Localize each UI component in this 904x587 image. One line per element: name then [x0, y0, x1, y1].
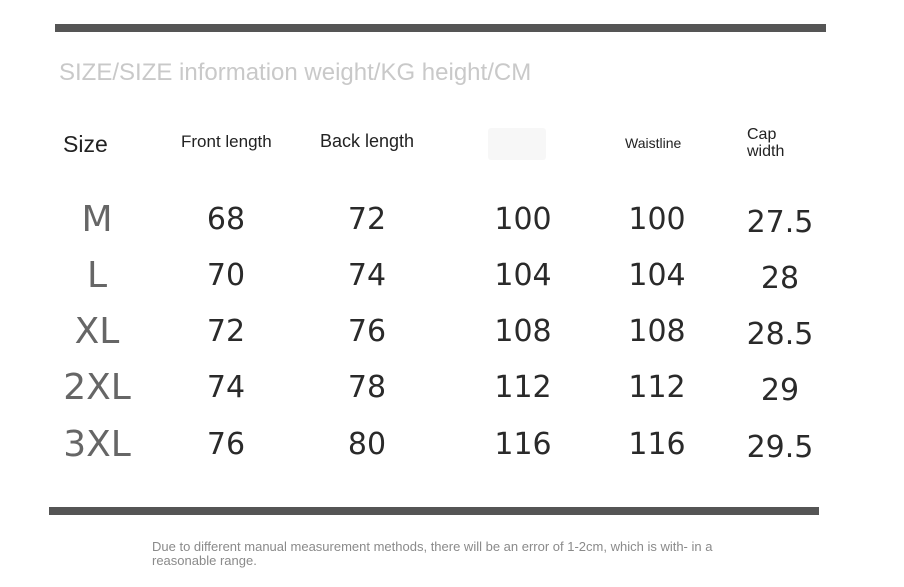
size-cell: XL	[74, 311, 120, 352]
cap-width-cell: 27.5	[746, 205, 814, 240]
waistline-cell: 116	[628, 427, 686, 462]
back-length-cell: 78	[347, 370, 387, 405]
waistline-cell: 108	[628, 314, 686, 349]
table-row	[0, 195, 904, 245]
table-row	[0, 307, 904, 357]
table-row	[0, 251, 904, 301]
page-title: SIZE/SIZE information weight/KG height/CM	[59, 59, 532, 86]
header-cap-width: Cap width	[747, 126, 785, 160]
header-front-length: Front length	[181, 132, 272, 151]
size-cell: M	[81, 199, 113, 240]
bottom-divider	[49, 507, 819, 515]
table-row	[0, 420, 904, 470]
header-waistline: Waistline	[625, 135, 682, 151]
front-length-cell: 70	[206, 258, 246, 293]
cap-width-cell: 29.5	[746, 430, 814, 465]
waistline-cell: 112	[628, 370, 686, 405]
chest-cell: 100	[494, 202, 552, 237]
chest-cell: 108	[494, 314, 552, 349]
size-cell: 2XL	[63, 367, 131, 408]
cap-width-cell: 28	[760, 261, 800, 296]
front-length-cell: 72	[206, 314, 246, 349]
size-cell: L	[86, 255, 108, 296]
front-length-cell: 68	[206, 202, 246, 237]
header-size: Size	[63, 131, 108, 157]
cap-width-cell: 29	[760, 373, 800, 408]
size-cell: 3XL	[63, 424, 131, 465]
cap-width-cell: 28.5	[746, 317, 814, 352]
back-length-cell: 74	[347, 258, 387, 293]
chest-cell: 112	[494, 370, 552, 405]
back-length-cell: 80	[347, 427, 387, 462]
waistline-cell: 104	[628, 258, 686, 293]
back-length-cell: 72	[347, 202, 387, 237]
front-length-cell: 74	[206, 370, 246, 405]
front-length-cell: 76	[206, 427, 246, 462]
waistline-cell: 100	[628, 202, 686, 237]
top-divider	[55, 24, 826, 32]
back-length-cell: 76	[347, 314, 387, 349]
blurred-header-placeholder	[488, 128, 546, 160]
chest-cell: 116	[494, 427, 552, 462]
chest-cell: 104	[494, 258, 552, 293]
table-row	[0, 363, 904, 413]
measurement-note: Due to different manual measurement methods, there will be an error of 1-2cm, which is with- in a reasonable range.	[152, 539, 713, 568]
header-back-length: Back length	[320, 131, 415, 151]
